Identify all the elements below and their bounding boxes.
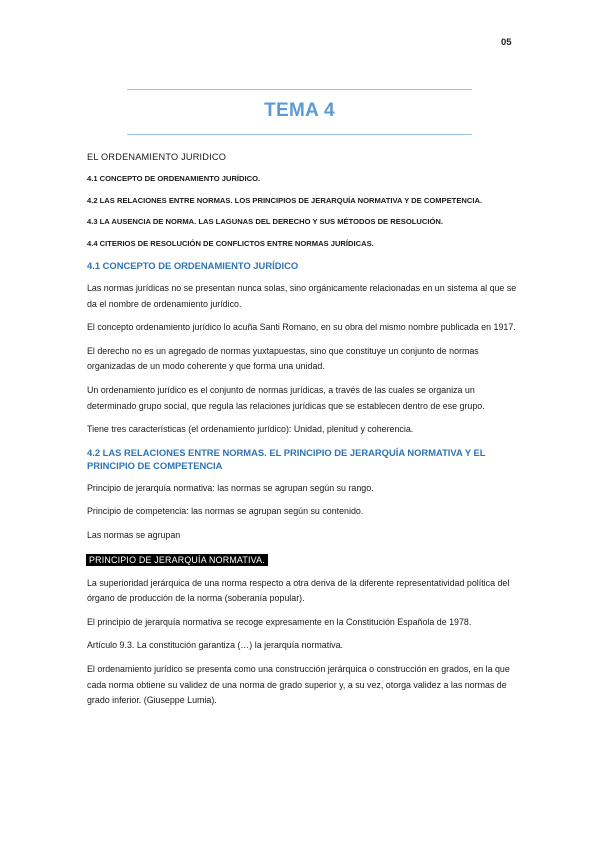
toc-item: 4.3 LA AUSENCIA DE NORMA. LAS LAGUNAS DEL DERECHO Y SUS MÉTODOS DE RESOLUCIÓN. [87,217,443,226]
paragraph: La superioridad jerárquica de una norma respecto a otra deriva de la diferente representatividad política del órgano de producción de la norma (soberanía popular). [87,577,510,604]
paragraph: El derecho no es un agregado de normas yuxtapuestas, sino que constituye un conjunto de normas organizadas de un modo coherente y que forma una unidad. [87,345,479,372]
paragraph: Un ordenamiento jurídico es el conjunto de normas jurídicas, a través de las cuales se organiza un determinado grupo social, que regula las relaciones jurídicas que se establecen dentro de ese grupo. [87,384,485,411]
paragraph: Tiene tres características (el ordenamiento jurídico): Unidad, plenitud y coherencia. [87,424,414,435]
paragraph: El ordenamiento jurídico se presenta como una construcción jerárquica o construcción en grados, en la que cada norma obtiene su validez de una norma de grado superior y, a su vez, otorga validez a las normas de grado inferior. (Giuseppe Lumia). [87,663,510,706]
paragraph: Principio de competencia: las normas se agrupan según su contenido. [87,506,364,517]
page-number: 05 [501,37,512,48]
toc-item: 4.2 LAS RELACIONES ENTRE NORMAS. LOS PRINCIPIOS DE JERARQUÍA NORMATIVA Y DE COMPETENCIA. [87,195,483,205]
toc-item: 4.1 CONCEPTO DE ORDENAMIENTO JURÍDICO. [87,174,261,183]
paragraph: Artículo 9.3. La constitución garantiza (…) la jerarquía normativa. [87,640,344,651]
paragraph: Las normas jurídicas no se presentan nunca solas, sino orgánicamente relacionadas en un sistema al que se da el nombre de ordenamiento jurídico. [87,283,517,309]
toc-item: 4.4 CITERIOS DE RESOLUCIÓN DE CONFLICTOS ENTRE NORMAS JURÍDICAS. [87,238,374,248]
section-heading: 4.2 LAS RELACIONES ENTRE NORMAS. EL PRINCIPIO DE JERARQUÍA NORMATIVA Y EL PRINCIPIO DE COMPETENCIA [87,446,486,471]
document-body [87,152,517,717]
section-heading: 4.1 CONCEPTO DE ORDENAMIENTO JURÍDICO [87,260,299,271]
title-rule-top [127,89,472,90]
paragraph: El concepto ordenamiento jurídico lo acuña Santi Romano, en su obra del mismo nombre publicada en 1917. [87,322,516,333]
toc-heading: EL ORDENAMIENTO JURIDICO [87,152,227,162]
paragraph: Las normas se agrupan [87,529,181,540]
title-rule-bottom [127,134,472,135]
paragraph: El principio de jerarquía normativa se recoge expresamente en la Constitución Española de 1978. [87,616,472,627]
paragraph: Principio de jerarquía normativa: las normas se agrupan según su rango. [87,482,374,493]
highlighted-subheading: PRINCIPIO DE JERARQUÍA NORMATIVA. [86,554,268,566]
page-title: TEMA 4 [264,100,335,121]
